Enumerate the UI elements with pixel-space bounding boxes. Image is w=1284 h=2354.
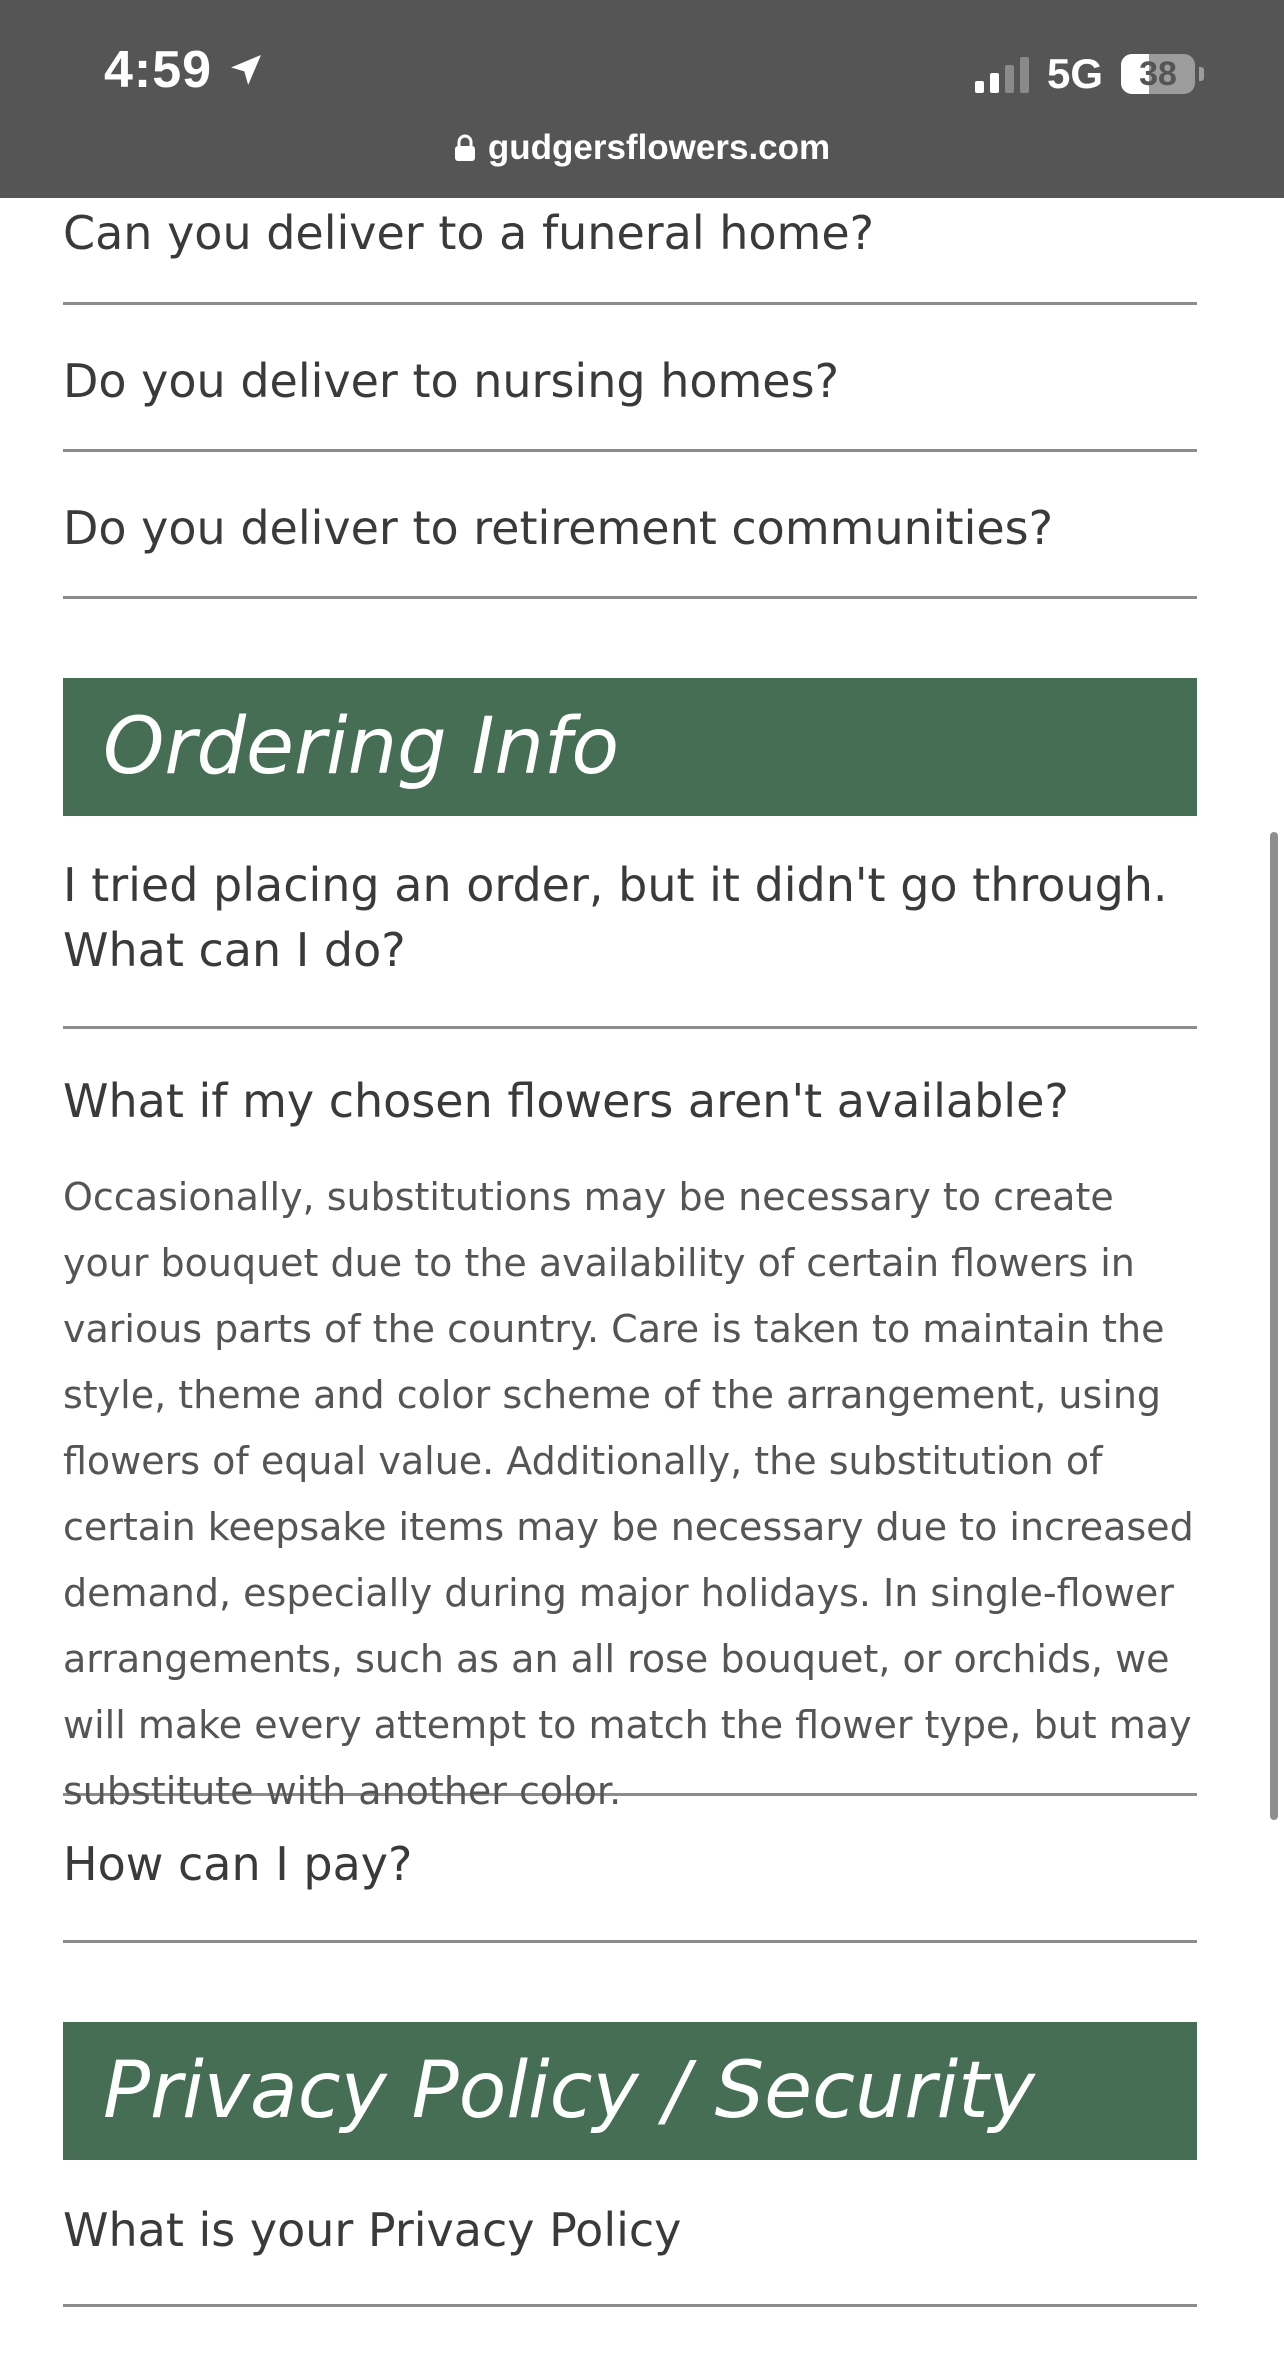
lock-icon	[454, 134, 476, 162]
time-label: 4:59	[104, 41, 213, 99]
spacer	[63, 599, 1197, 678]
page-scrollbar[interactable]	[1270, 832, 1278, 1820]
faq-content	[63, 198, 1197, 2307]
faq-question-text: What is your Privacy Policy	[63, 2203, 682, 2257]
status-indicators	[975, 50, 1204, 98]
faq-question-text: Do you deliver to nursing homes?	[63, 354, 839, 408]
battery-percent: 38	[1139, 55, 1177, 93]
section-header-ordering-info: Ordering Info	[63, 678, 1197, 816]
faq-question-nursing-homes[interactable]	[63, 305, 1197, 452]
faq-question-privacy-policy[interactable]	[63, 2160, 1197, 2307]
faq-question-retirement-communities[interactable]	[63, 452, 1197, 599]
spacer	[63, 1943, 1197, 2022]
faq-question-text: Do you deliver to retirement communities?	[63, 501, 1054, 555]
status-bar	[0, 0, 1284, 198]
faq-question-text: How can I pay?	[63, 1837, 413, 1891]
cellular-signal-icon	[975, 55, 1029, 93]
url-text: gudgersflowers.com	[487, 128, 831, 167]
network-type: 5G	[1046, 50, 1103, 97]
faq-question-order-failed[interactable]	[63, 816, 1197, 1029]
status-time	[104, 40, 266, 100]
address-bar[interactable]	[0, 128, 1284, 168]
battery-icon	[1121, 54, 1195, 94]
faq-question-flowers-unavailable[interactable]	[63, 1029, 1197, 1813]
battery-cap	[1199, 67, 1204, 81]
faq-answer-text: Occasionally, substitutions may be necessary to create your bouquet due to the availability of certain flowers in various parts of the country. Care is taken to maintain the style, theme and color scheme of the arrangement, using flowers of equal value. Additionally, the substitution of certain keepsake items may be necessary due to increased demand, especially during major holidays. In single-flower arrangements, such as an all rose bouquet, or orchids, we will make every attempt to match the flower type, but may substitute with another color.	[63, 1175, 1194, 1813]
faq-question-text: I tried placing an order, but it didn't go through. What can I do?	[63, 858, 1168, 977]
location-arrow-icon	[226, 50, 266, 90]
faq-question-text: Can you deliver to a funeral home?	[63, 206, 875, 260]
section-header-privacy-security: Privacy Policy / Security	[63, 2022, 1197, 2160]
faq-question-funeral-home[interactable]	[63, 198, 1197, 305]
faq-question-text: What if my chosen flowers aren't available?	[63, 1074, 1069, 1128]
